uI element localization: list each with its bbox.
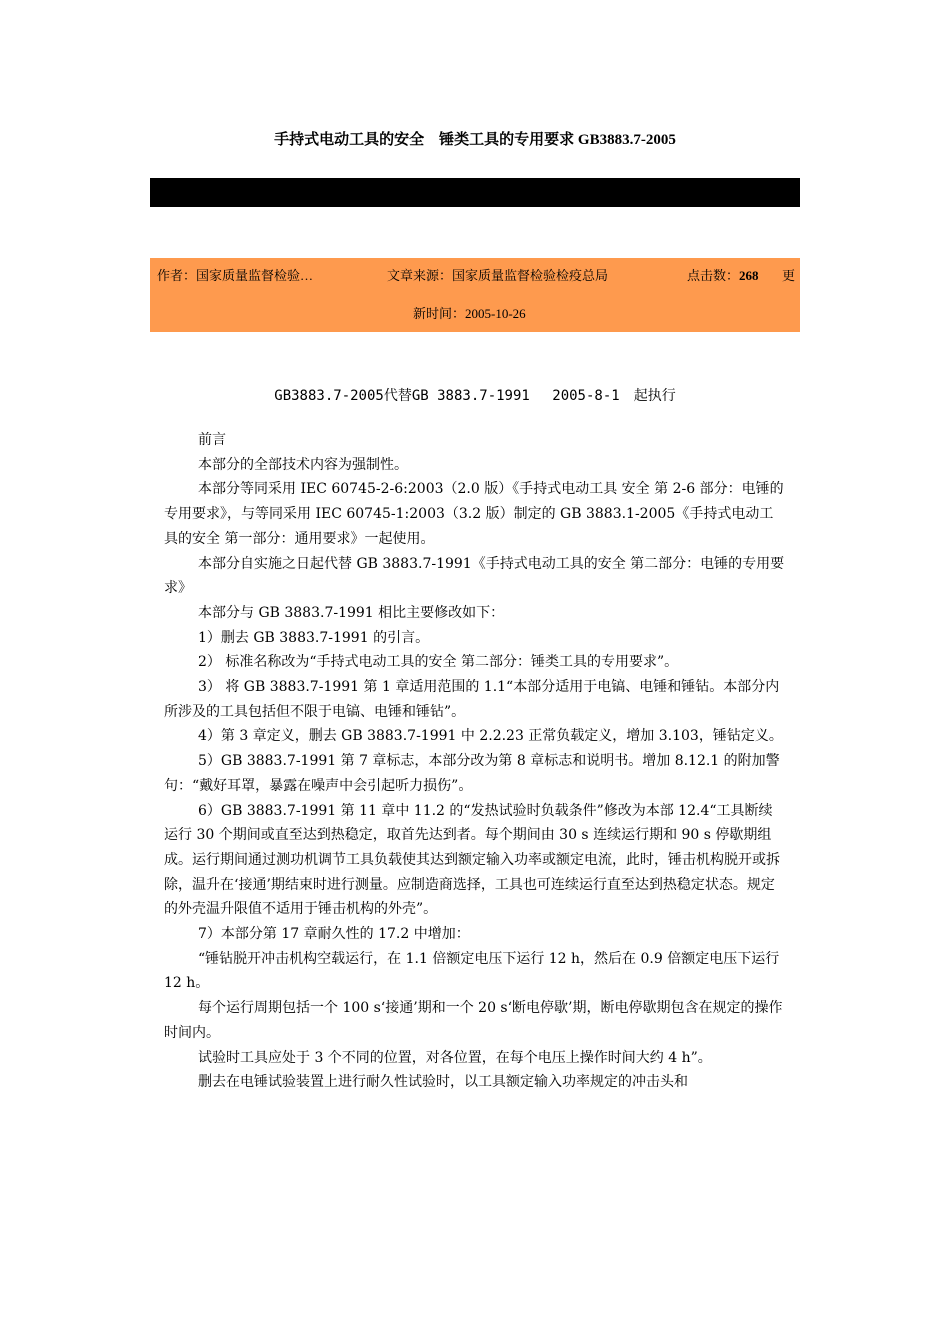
document-body — [164, 428, 786, 1095]
click-count — [687, 265, 759, 284]
author-label: 作者：国家质量监督检验… — [157, 268, 314, 283]
paragraph: 2） 标准名称改为“手持式电动工具的安全 第二部分：锤类工具的专用要求”。 — [198, 654, 679, 671]
paragraph: 试验时工具应处于 3 个不同的位置，对各位置，在每个电压上操作时间大约 4 h”。 — [198, 1049, 712, 1066]
update-label-start: 更 — [782, 268, 796, 283]
paragraph: 3） 将 GB 3883.7-1991 第 1 章适用范围的 1.1“本部分适用于电镐、电锤和锤钻。本部分内所涉及的工具包括但不限于电镐、电锤和锤钻”。 — [164, 679, 780, 720]
paragraph: 本部分等同采用 IEC 60745-2-6:2003（2.0 版）《手持式电动工具 安全 第 2-6 部分：电锤的专用要求》，与等同采用 IEC 60745-1:2003（3.2 版）制定的 GB 3883.1-2005《手持式电动工具的安全 第一部分：通用要求》一起使用。 — [164, 481, 784, 547]
paragraph: 删去在电锤试验装置上进行耐久性试验时，以工具额定输入功率规定的冲击头和 — [198, 1074, 688, 1091]
execution-label: 起执行 — [633, 388, 676, 404]
source-label: 文章来源：国家质量监督检验检疫总局 — [387, 268, 609, 283]
old-standard: GB 3883.7-1991 2005-8-1 — [411, 388, 634, 404]
update-time: 新时间：2005-10-26 — [413, 306, 526, 321]
replaces-label: 代替 — [383, 388, 412, 404]
paragraph: 4）第 3 章定义，删去 GB 3883.7-1991 中 2.2.23 正常负载定义，增加 3.103，锤钻定义。 — [198, 728, 783, 745]
paragraph: 本部分自实施之日起代替 GB 3883.7-1991《手持式电动工具的安全 第二部分：电锤的专用要求》 — [164, 555, 785, 597]
paragraph: 5）GB 3883.7-1991 第 7 章标志，本部分改为第 8 章标志和说明书。增加 8.12.1 的附加警句：“戴好耳罩，暴露在噪声中会引起听力损伤”。 — [164, 753, 780, 794]
title-bar — [150, 178, 800, 207]
standard-code: GB3883.7-2005 — [274, 388, 384, 404]
paragraph: 本部分的全部技术内容为强制性。 — [198, 456, 408, 473]
paragraph: 前言 — [198, 432, 226, 448]
paragraph: 7）本部分第 17 章耐久性的 17.2 中增加： — [198, 926, 470, 943]
paragraph: “锤钻脱开冲击机构空载运行，在 1.1 倍额定电压下运行 12 h，然后在 0.9 倍额定电压下运行 12 h。 — [164, 950, 780, 992]
standard-subtitle — [0, 385, 950, 405]
click-count-label: 点击数： — [687, 268, 740, 283]
article-meta-bar — [150, 258, 800, 332]
paragraph: 每个运行周期包括一个 100 s‘接通’期和一个 20 s‘断电停歇’期，断电停歇期包含在规定的操作时间内。 — [164, 1000, 783, 1041]
document-title: 手持式电动工具的安全 锤类工具的专用要求 GB3883.7-2005 — [274, 132, 676, 148]
paragraph: 1）删去 GB 3883.7-1991 的引言。 — [198, 629, 430, 646]
paragraph: 本部分与 GB 3883.7-1991 相比主要修改如下： — [198, 604, 505, 621]
click-count-value: 268 — [739, 268, 759, 283]
paragraph: 6）GB 3883.7-1991 第 11 章中 11.2 的“发热试验时负载条件”修改为本部 12.4“工具断续运行 30 个期间或直至达到热稳定，取首先达到者。每个期间由 30 s 连续运行期和 90 s 停歇期组成。运行期间通过测功机调节工具负载使其达到额定输入功率或额定电流，此时，锤击机构脱开或拆除，温升在‘接通’期结束时进行测量。应制造商选择，工具也可连续运行直至达到热稳定状态。规定的外壳温升限值不适用于锤击机构的外壳”。 — [164, 802, 780, 918]
